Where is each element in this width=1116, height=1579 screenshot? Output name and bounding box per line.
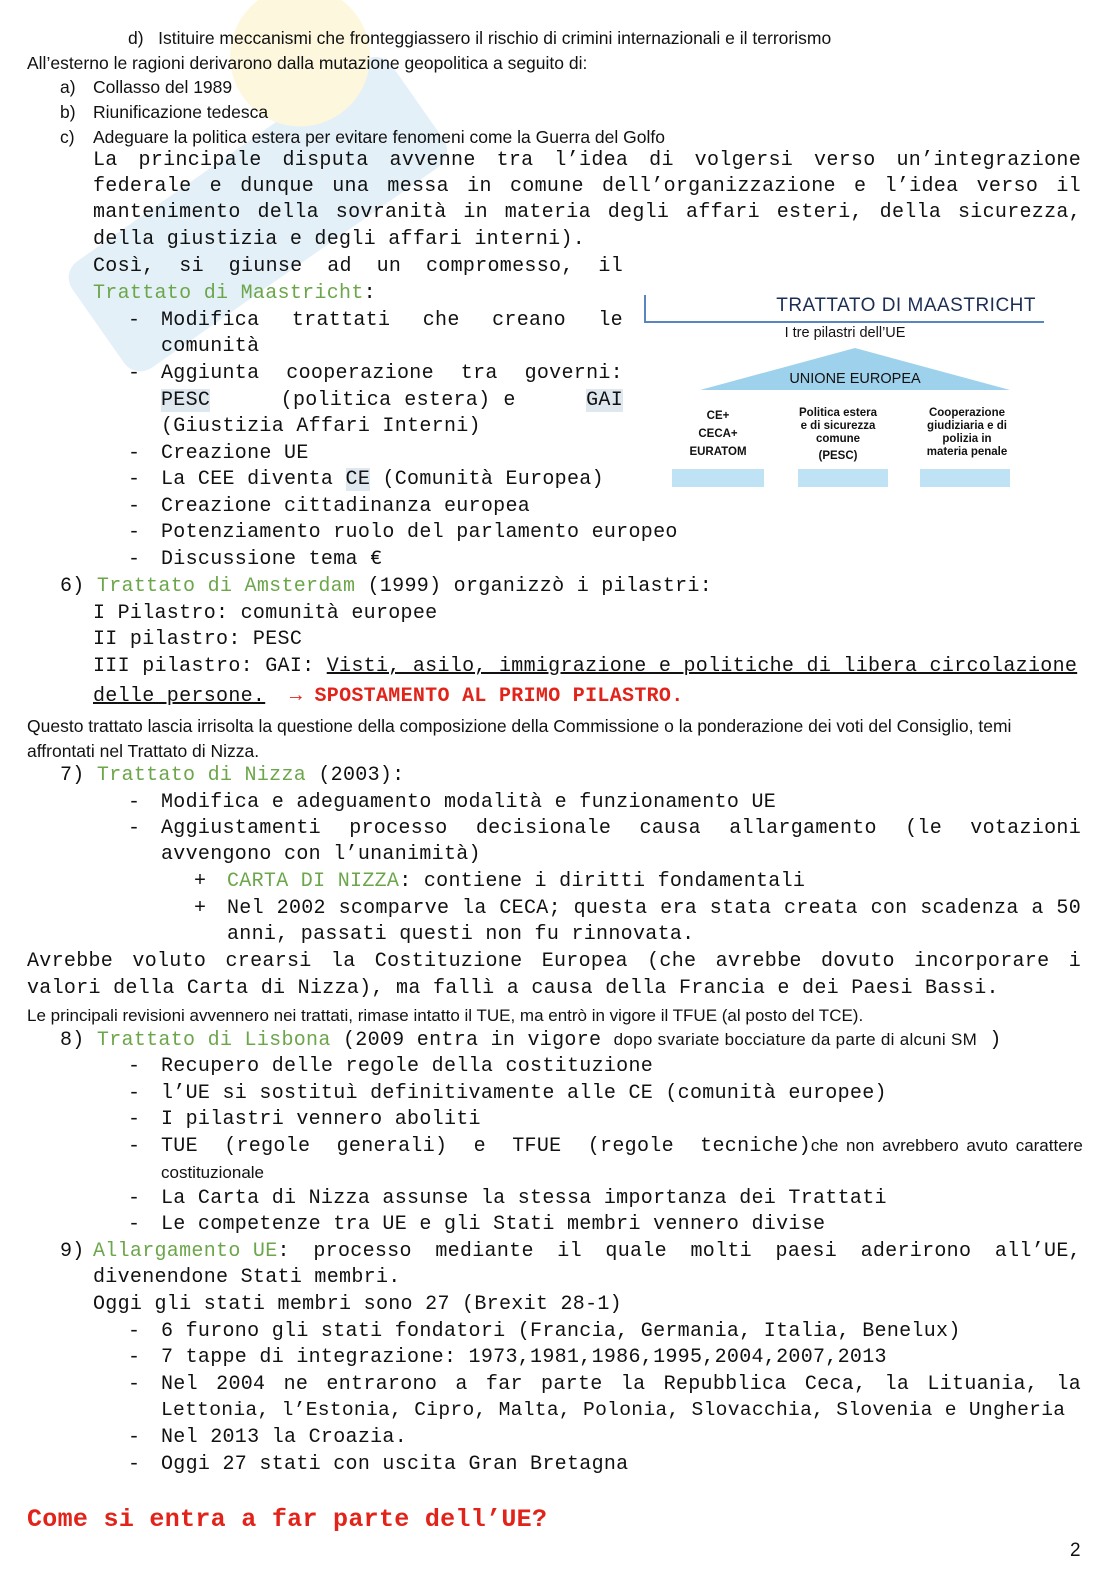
carta-nizza-title: CARTA DI NIZZA — [227, 870, 400, 893]
maastricht-item-2: Aggiunta cooperazione tra governi: — [161, 362, 623, 385]
dash-bullet: - — [128, 1320, 141, 1343]
dash-bullet: - — [128, 548, 141, 571]
allargamento-item-3-cont: Lettonia, l’Estonia, Cipro, Malta, Polonia, Slovacchia, Slovenia e Ungheria — [161, 1399, 1066, 1421]
dispute-line-1: La principale disputa avvenne tra l’idea di volgersi verso un’integrazione — [93, 149, 1081, 172]
allargamento-line-2: divenendone Stati membri. — [93, 1266, 401, 1289]
lisbona-item-2: l’UE si sostituì definitivamente alle CE (comunità europee) — [161, 1082, 887, 1105]
maastricht-heading: Trattato di Maastricht: — [93, 282, 376, 305]
maastricht-item-7: Discussione tema € — [161, 548, 383, 571]
section-question-heading: Come si entra a far parte dell’UE? — [27, 1505, 548, 1534]
revision-note: Le principali revisioni avvennero nei trattati, rimase intatto il TUE, ma entrò in vigore il TFUE (al posto del TCE). — [27, 1006, 864, 1025]
pillar-1-label: CE+ CECA+ EURATOM — [689, 410, 747, 458]
lisbona-item-3: I pilastri vennero aboliti — [161, 1108, 481, 1131]
maastricht-title: Trattato di Maastricht — [93, 282, 364, 305]
nizza-sub-2-cont: anni, passati questi non fu rinnovata. — [227, 923, 695, 946]
dash-bullet: - — [128, 362, 141, 385]
list-item-a: a) Collasso del 1989 — [60, 77, 233, 97]
amsterdam-pillar-3: III pilastro: GAI: Visti, asilo, immigrazione e politiche di libera circolazione — [93, 655, 1078, 678]
amsterdam-title: Trattato di Amsterdam — [96, 575, 356, 598]
nizza-sub-2: Nel 2002 scomparve la CECA; questa era stata creata con scadenza a 50 — [227, 897, 1081, 920]
list-item-c: c) Adeguare la politica estera per evitare fenomeni come la Guerra del Golfo — [60, 127, 665, 147]
dash-bullet: - — [128, 521, 141, 544]
list-item-b: b) Riunificazione tedesca — [60, 102, 269, 122]
maastricht-item-6: Potenziamento ruolo del parlamento europeo — [161, 521, 678, 544]
dash-bullet: - — [128, 1373, 141, 1396]
allargamento-line-3: Oggi gli stati membri sono 27 (Brexit 28-1) — [93, 1293, 622, 1316]
allargamento-item-3: Nel 2004 ne entrarono a far parte la Repubblica Ceca, la Lituania, la — [161, 1373, 1081, 1396]
allargamento-item-1: 6 furono gli stati fondatori (Francia, Germania, Italia, Benelux) — [161, 1320, 961, 1343]
plus-bullet: + — [194, 870, 207, 893]
dash-bullet: - — [128, 1426, 141, 1449]
arrow-icon: → — [289, 685, 303, 708]
nizza-item-1: Modifica e adeguamento modalità e funzionamento UE — [161, 791, 777, 814]
amsterdam-pillar-2: II pilastro: PESC — [93, 628, 303, 651]
list-item-d: d) Istituire meccanismi che fronteggiassero il rischio di crimini internazionali e il terrorismo — [128, 28, 832, 48]
lisbona-item-4: TUE (regole generali) e TFUE (regole tecniche) che non avrebbero avuto carattere — [161, 1135, 1083, 1158]
dispute-line-4: della giustizia e degli affari interni). — [93, 228, 586, 251]
dash-bullet: - — [128, 1187, 141, 1210]
nizza-heading: 7) Trattato di Nizza (2003): — [60, 764, 405, 787]
constitution-line-2: valori della Carta di Nizza), ma fallì a causa della Francia e dei Paesi Bassi. — [27, 977, 999, 1000]
nizza-item-2-cont: avvengono con l’unanimità) — [161, 843, 481, 866]
lisbona-item-6: Le competenze tra UE e gli Stati membri vennero divise — [161, 1213, 826, 1236]
external-intro: All’esterno le ragioni derivarono dalla mutazione geopolitica a seguito di: — [27, 53, 588, 73]
dispute-line-2: federale e dunque una messa in comune dell’organizzazione e l’idea verso il — [93, 175, 1081, 198]
pillar-3-base — [920, 469, 1010, 487]
diagram-subtitle: I tre pilastri dell’UE — [784, 325, 906, 341]
dash-bullet: - — [128, 309, 141, 332]
amsterdam-pillar-3-cont: delle persone. → SPOSTAMENTO AL PRIMO PILASTRO. — [93, 685, 684, 708]
amsterdam-heading: 6) Trattato di Amsterdam (1999) organizzò i pilastri: — [60, 575, 713, 598]
diagram-title: TRATTATO DI MAASTRICHT — [776, 295, 1036, 316]
constitution-line-1: Avrebbe voluto crearsi la Costituzione Europea (che avrebbe dovuto incorporare i — [27, 950, 1081, 973]
pillar-1-base — [672, 469, 764, 487]
dash-bullet: - — [128, 495, 141, 518]
amsterdam-note-line-2: affrontati nel Trattato di Nizza. — [27, 741, 260, 761]
dash-bullet: - — [128, 1135, 141, 1158]
maastricht-item-2-cont2: (Giustizia Affari Interni) — [161, 415, 481, 438]
maastricht-item-4: La CEE diventa CE (Comunità Europea) — [161, 468, 604, 491]
allargamento-num: 9) — [60, 1240, 85, 1263]
nizza-item-2: Aggiustamenti processo decisionale causa allargamento (le votazioni — [161, 817, 1081, 840]
dash-bullet: - — [128, 1055, 141, 1078]
lisbona-item-5: La Carta di Nizza assunse la stessa importanza dei Trattati — [161, 1187, 887, 1210]
plus-bullet: + — [194, 897, 207, 920]
maastricht-item-2-cont: PESC (politica estera) e GAI — [161, 389, 623, 412]
maastricht-pillars-diagram — [640, 285, 1050, 495]
dispute-line-3: mantenimento della sovranità in materia degli affari esteri, della sicurezza, — [93, 201, 1081, 224]
lisbona-item-4-cont: costituzionale — [161, 1163, 265, 1182]
dash-bullet: - — [128, 1213, 141, 1236]
dash-bullet: - — [128, 1108, 141, 1131]
allargamento-item-4: Nel 2013 la Croazia. — [161, 1426, 408, 1449]
maastricht-item-1: Modifica trattati che creano le — [161, 309, 623, 332]
pillar-3-label: Cooperazione giudiziaria e di polizia in materia penale — [926, 407, 1008, 458]
allargamento-heading: Allargamento UE: processo mediante il quale molti paesi aderirono all’UE, — [93, 1240, 1081, 1263]
maastricht-item-3: Creazione UE — [161, 442, 309, 465]
amsterdam-pillar-1: I Pilastro: comunità europee — [93, 602, 438, 625]
dash-bullet: - — [128, 442, 141, 465]
compromise-line: Così, si giunse ad un compromesso, il — [93, 255, 623, 278]
nizza-sub-1: CARTA DI NIZZA: contiene i diritti fondamentali — [227, 870, 806, 893]
allargamento-item-5: Oggi 27 stati con uscita Gran Bretagna — [161, 1453, 629, 1476]
dash-bullet: - — [128, 1346, 141, 1369]
maastricht-item-1-cont: comunità — [161, 335, 260, 358]
allargamento-item-2: 7 tappe di integrazione: 1973,1981,1986,1995,2004,2007,2013 — [161, 1346, 887, 1369]
lisbona-item-1: Recupero delle regole della costituzione — [161, 1055, 654, 1078]
lisbona-title: Trattato di Lisbona — [96, 1029, 331, 1052]
dash-bullet: - — [128, 1453, 141, 1476]
maastricht-item-5: Creazione cittadinanza europea — [161, 495, 531, 518]
lisbona-heading: 8) Trattato di Lisbona (2009 entra in vigore dopo svariate bocciature da parte di alcuni SM ) — [60, 1029, 1002, 1052]
pillar-2-base — [798, 469, 888, 487]
amsterdam-note-line-1: Questo trattato lascia irrisolta la questione della composizione della Commissione o la ponderazione dei voti del Consiglio, temi — [27, 716, 1012, 736]
dash-bullet: - — [128, 468, 141, 491]
diagram-title-bar — [644, 293, 1044, 323]
dash-bullet: - — [128, 817, 141, 840]
shift-note: SPOSTAMENTO AL PRIMO PILASTRO. — [314, 685, 684, 708]
page-number: 2 — [1070, 1540, 1081, 1561]
nizza-title: Trattato di Nizza — [96, 764, 307, 787]
allargamento-title: Allargamento UE — [93, 1240, 278, 1263]
dash-bullet: - — [128, 1082, 141, 1105]
dash-bullet: - — [128, 791, 141, 814]
pillar-2-label: Politica estera e di sicurezza comune (PESC) — [799, 407, 877, 462]
diagram-roof-label: UNIONE EUROPEA — [789, 371, 921, 387]
